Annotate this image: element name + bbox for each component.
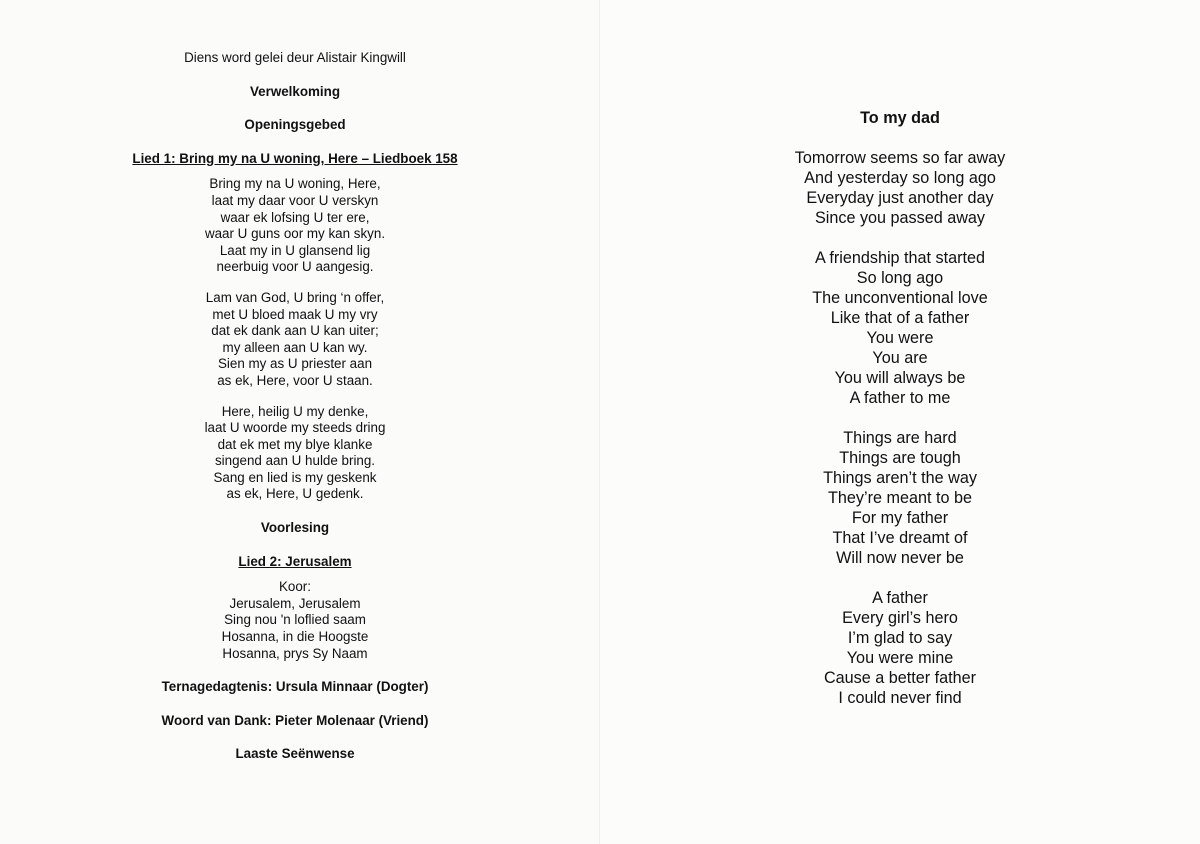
reading-heading: Voorlesing xyxy=(260,520,330,536)
poem-line: A father to me xyxy=(849,389,951,407)
poem-line: I’m glad to say xyxy=(847,629,953,647)
poem-line: I could never find xyxy=(838,689,962,707)
verse-line: Sien my as U priester aan xyxy=(217,356,373,372)
poem-line: Since you passed away xyxy=(814,209,986,227)
verse-line: as ek, Here, voor U staan. xyxy=(217,372,373,388)
poem-title: To my dad xyxy=(860,109,940,127)
verse-line: Bring my na U woning, Here, xyxy=(209,176,381,192)
song1-verse-1 xyxy=(95,176,495,276)
opening-prayer-heading: Openingsgebed xyxy=(244,117,346,133)
poem-line: They’re meant to be xyxy=(828,489,972,507)
poem-line: A friendship that started xyxy=(814,249,986,267)
thanks-heading: Woord van Dank: Pieter Molenaar (Vriend) xyxy=(161,712,429,728)
poem-line: That I’ve dreamt of xyxy=(832,529,968,547)
verse-line: dat ek dank aan U kan uiter; xyxy=(211,323,379,339)
poem-stanza-3 xyxy=(750,428,1050,568)
verse-line: neerbuig voor U aangesig. xyxy=(216,259,374,275)
verse-line: Sang en lied is my geskenk xyxy=(213,469,377,485)
verse-line: dat ek met my blye klanke xyxy=(217,436,373,452)
right-page xyxy=(600,0,1200,844)
welcome-heading: Verwelkoming xyxy=(249,83,341,99)
poem-line: You were xyxy=(866,329,934,347)
verse-line: met U bloed maak U my vry xyxy=(212,306,378,322)
poem-line: Everyday just another day xyxy=(806,189,994,207)
poem-stanza-4 xyxy=(750,588,1050,708)
poem-line: You will always be xyxy=(834,369,966,387)
poem-stanza-1 xyxy=(750,148,1050,228)
verse-line: laat U woorde my steeds dring xyxy=(204,420,386,436)
poem-line: And yesterday so long ago xyxy=(804,169,996,187)
poem xyxy=(750,108,1050,708)
verse-line: waar ek lofsing U ter ere, xyxy=(220,209,370,225)
song1-verse-2 xyxy=(95,290,495,390)
service-order xyxy=(95,50,495,763)
song1-verse-3 xyxy=(95,404,495,504)
verse-line: as ek, Here, U gedenk. xyxy=(226,486,364,502)
chorus-line: Sing nou 'n loflied saam xyxy=(224,612,366,628)
tribute-heading: Ternagedagtenis: Ursula Minnaar (Dogter) xyxy=(161,679,429,695)
chorus-line: Koor: xyxy=(278,579,311,595)
song1-title: Lied 1: Bring my na U woning, Here – Liedboek 158 xyxy=(132,150,458,166)
chorus-line: Hosanna, in die Hoogste xyxy=(221,629,369,645)
poem-line: Cause a better father xyxy=(823,669,977,687)
poem-stanza-2 xyxy=(750,248,1050,408)
poem-line: For my father xyxy=(851,509,949,527)
poem-line: Things are tough xyxy=(839,449,961,467)
verse-line: Laat my in U glansend lig xyxy=(219,242,371,258)
verse-line: laat my daar voor U verskyn xyxy=(211,192,379,208)
song2-title: Lied 2: Jerusalem xyxy=(238,553,352,569)
verse-line: singend aan U hulde bring. xyxy=(214,453,376,469)
farewell-heading: Laaste Seënwense xyxy=(235,746,355,762)
poem-line: Will now never be xyxy=(836,549,964,567)
poem-line: So long ago xyxy=(856,269,944,287)
poem-line: A father xyxy=(872,589,928,607)
verse-line: my alleen aan U kan wy. xyxy=(222,339,368,355)
verse-line: waar U guns oor my kan skyn. xyxy=(204,226,386,242)
song2-chorus xyxy=(95,579,495,662)
chorus-line: Jerusalem, Jerusalem xyxy=(229,595,361,611)
poem-line: The unconventional love xyxy=(812,289,988,307)
poem-line: Things aren’t the way xyxy=(823,469,977,487)
poem-line: Like that of a father xyxy=(830,309,970,327)
service-leader: Diens word gelei deur Alistair Kingwill xyxy=(184,50,406,65)
verse-line: Lam van God, U bring ‘n offer, xyxy=(205,289,385,305)
chorus-line: Hosanna, prys Sy Naam xyxy=(222,645,368,661)
poem-line: Things are hard xyxy=(843,429,957,447)
poem-line: Tomorrow seems so far away xyxy=(794,149,1006,167)
poem-line: Every girl’s hero xyxy=(842,609,958,627)
poem-line: You are xyxy=(872,349,928,367)
verse-line: Here, heilig U my denke, xyxy=(221,403,369,419)
poem-line: You were mine xyxy=(846,649,954,667)
